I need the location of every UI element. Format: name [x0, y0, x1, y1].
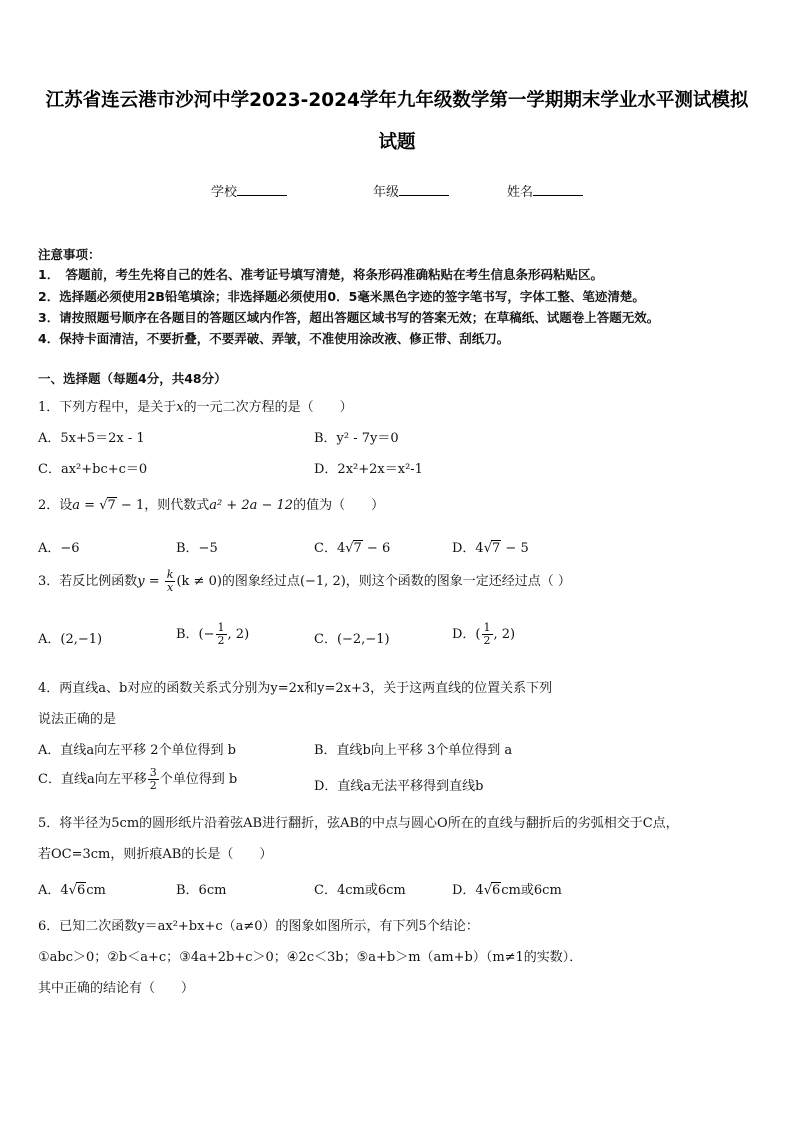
question-6-conclusions: ①abc＞0；②b＜a+c；③4a+2b+c＞0；④2c＜3b；⑤a+b＞m（am+b）（m≠1的实数）． — [38, 950, 583, 965]
q2-a-lhs: a = — [72, 498, 100, 513]
q5-option-d[interactable]: D．4√6cm或6cm — [452, 883, 562, 898]
q5-option-c[interactable]: C．4cm或6cm — [314, 883, 406, 898]
school-field — [211, 181, 287, 200]
q2-option-d[interactable]: D．4√7 − 5 — [452, 541, 529, 556]
q2-d-radicand: 7 — [492, 541, 501, 556]
q2-option-c[interactable]: C．4√7 − 6 — [314, 541, 391, 556]
question-4-stem-continued: 说法正确的是 — [38, 712, 117, 727]
question-5-stem: 5．将半径为5cm的圆形纸片沿着弦AB进行翻折，弦AB的中点与圆心O所在的直线与翻折后的劣弧相交于C点， — [38, 816, 679, 831]
question-4-stem: 4．两直线a、b对应的函数关系式分别为y=2x和y=2x+3，关于这两直线的位置关系下列 — [38, 681, 553, 696]
q2-c-radicand: 7 — [353, 541, 362, 556]
q1-option-a[interactable]: A．5x+5＝2x - 1 — [38, 431, 145, 446]
q2-c-tail: − 6 — [362, 541, 391, 556]
q3-point: (−1, 2) — [299, 574, 346, 590]
q3-b-fraction — [216, 622, 227, 647]
q3-text: 的图象经过点 — [221, 574, 300, 590]
q3-fraction — [165, 569, 176, 594]
note-item: 1． 答题前，考生先将自己的姓名、准考证号填写清楚，将条形码准确粘贴在考生信息条形码粘贴区。 — [38, 267, 603, 282]
q1-variable: x — [176, 400, 184, 415]
q2-c-pre: C．4 — [314, 541, 346, 556]
grade-field — [373, 181, 449, 200]
q5-a-radicand: 6 — [76, 883, 86, 898]
q4-option-d[interactable]: D．直线a无法平移得到直线b — [314, 779, 484, 794]
name-field — [507, 181, 583, 200]
q3-option-c[interactable]: C．(−2,−1) — [314, 632, 390, 647]
question-6-stem: 6．已知二次函数y＝ax²+bx+c（a≠0）的图象如图所示，有下列5个结论： — [38, 919, 479, 934]
q1-option-c[interactable]: C．ax²+bc+c＝0 — [38, 462, 148, 477]
name-label: 姓名 — [507, 185, 534, 200]
q2-polynomial: a² + 2a − 12 — [209, 498, 294, 513]
q3-option-a[interactable]: A．(2,−1) — [38, 632, 103, 647]
question-3-stem — [38, 569, 571, 594]
q3-denominator: x — [167, 581, 174, 595]
q2-text: 的值为（ ） — [293, 498, 385, 513]
q5-d-pre: D．4 — [452, 883, 484, 898]
q1-option-d[interactable]: D．2x²+2x＝x²-1 — [314, 462, 423, 477]
q2-d-tail: − 5 — [501, 541, 529, 556]
q3-b-post: , 2) — [227, 627, 250, 643]
q4-c-fraction — [148, 767, 159, 792]
question-6-prompt: 其中正确的结论有（ ） — [38, 981, 195, 996]
q2-radicand: 7 — [107, 498, 116, 513]
q1-text: 1．下列方程中，是关于 — [38, 400, 177, 415]
q5-option-a[interactable]: A．4√6cm — [38, 883, 106, 898]
q3-numerator: k — [166, 568, 174, 581]
q4-c-denominator: 2 — [149, 779, 157, 793]
question-5-stem-continued: 若OC=3cm，则折痕AB的长是（ ） — [38, 847, 273, 862]
q1-text: 的一元二次方程的是（ ） — [183, 400, 353, 415]
q3-b-denominator: 2 — [217, 634, 225, 648]
school-blank — [237, 183, 287, 196]
q3-option-b[interactable] — [176, 622, 249, 647]
q4-option-b[interactable]: B．直线b向上平移 3个单位得到 a — [314, 743, 513, 758]
q4-option-a[interactable]: A．直线a向左平移 2个单位得到 b — [38, 743, 236, 758]
q4-c-pre: C．直线a向左平移 — [38, 772, 147, 788]
grade-label: 年级 — [373, 185, 400, 200]
section-heading: 一、选择题（每题4分，共48分） — [38, 371, 227, 386]
q1-option-b[interactable]: B．y² - 7y＝0 — [314, 431, 399, 446]
q2-option-b[interactable]: B．−5 — [176, 541, 218, 556]
q3-d-fraction — [482, 622, 493, 647]
q4-option-c[interactable] — [38, 767, 237, 792]
note-item: 2．选择题必须使用2B铅笔填涂；非选择题必须使用0．5毫米黑色字迹的签字笔书写，字体工整、笔迹清楚。 — [38, 289, 645, 304]
q5-d-tail: cm或6cm — [501, 883, 562, 898]
question-1-stem — [38, 396, 353, 415]
question-2-stem: 2．设a = √7 − 1，则代数式a² + 2a − 12的值为（ ） — [38, 498, 385, 513]
q3-text: 3．若反比例函数 — [38, 574, 138, 590]
q5-a-tail: cm — [86, 883, 106, 898]
q4-c-post: 个单位得到 b — [159, 772, 238, 788]
q5-a-pre: A．4 — [38, 883, 69, 898]
q5-option-b[interactable]: B．6cm — [176, 883, 227, 898]
school-label: 学校 — [211, 185, 238, 200]
name-blank — [533, 183, 583, 196]
q3-d-denominator: 2 — [483, 634, 491, 648]
q3-d-post: , 2) — [493, 627, 516, 643]
q2-text: ，则代数式 — [144, 498, 210, 513]
q2-d-pre: D．4 — [452, 541, 484, 556]
q3-func-lhs: y = — [137, 574, 164, 590]
q3-d-numerator: 1 — [483, 621, 491, 634]
grade-blank — [399, 183, 449, 196]
page-title-continued: 试题 — [378, 132, 416, 153]
q2-a-tail: − 1 — [116, 498, 145, 513]
q3-option-d[interactable] — [452, 622, 515, 647]
q3-b-pre: B．(− — [176, 627, 215, 643]
q5-d-radicand: 6 — [492, 883, 501, 898]
q2-option-a[interactable]: A．−6 — [38, 541, 80, 556]
notes-heading: 注意事项： — [38, 247, 101, 262]
q2-text: 2．设 — [38, 498, 73, 513]
note-item: 3．请按照题号顺序在各题目的答题区域内作答，超出答题区域书写的答案无效；在草稿纸、试题卷上答题无效。 — [38, 310, 660, 325]
q3-d-pre: D．( — [452, 627, 481, 643]
note-item: 4．保持卡面清洁，不要折叠，不要弄破、弄皱，不准使用涂改液、修正带、刮纸刀。 — [38, 331, 510, 346]
q3-b-numerator: 1 — [217, 621, 225, 634]
q3-text: ，则这个函数的图象一定还经过点（ ） — [345, 574, 571, 590]
q4-c-numerator: 3 — [149, 766, 157, 779]
q3-condition: (k ≠ 0) — [176, 574, 222, 590]
page-title: 江苏省连云港市沙河中学2023-2024学年九年级数学第一学期期末学业水平测试模拟 — [45, 90, 749, 111]
